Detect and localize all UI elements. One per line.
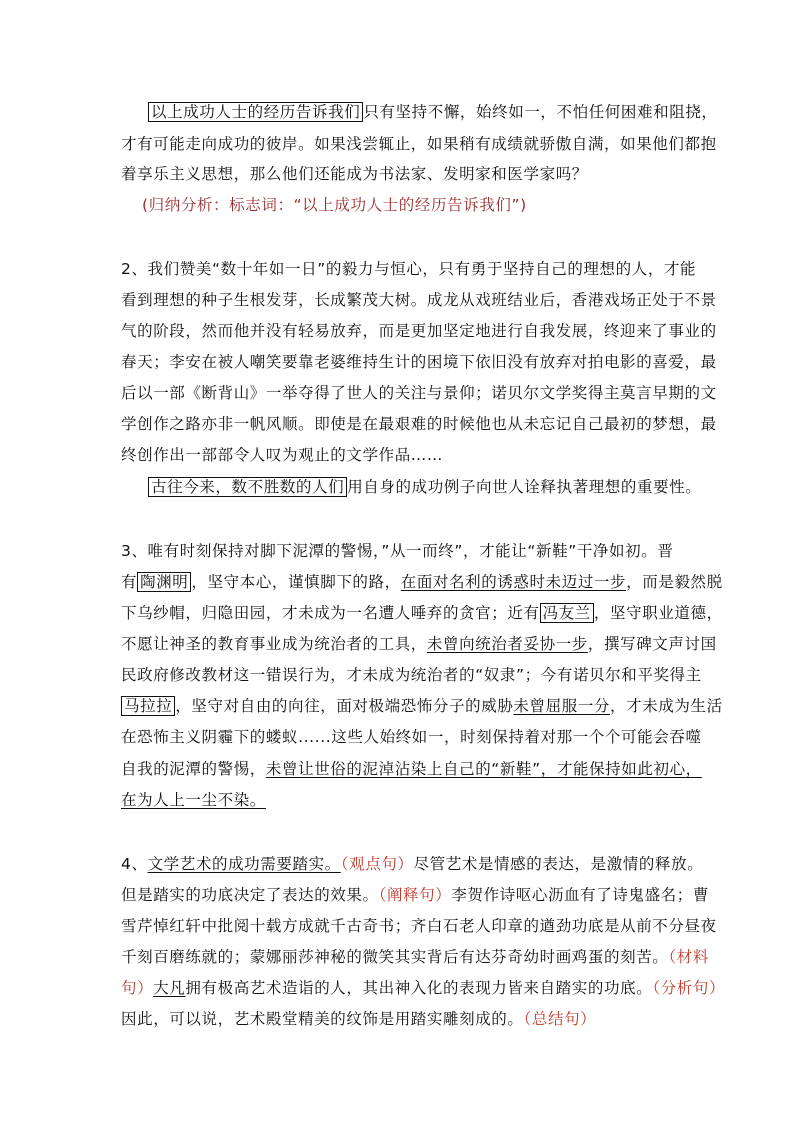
underlined-phrase: 未曾屈服一分	[513, 697, 611, 715]
name-box-tao-yuanming: 陶渊明	[137, 572, 191, 592]
p3-line-5: 民政府修改教材这一错误行为，才未成为统治者的“奴隶”；今有诺贝尔和平奖得主	[121, 666, 702, 684]
p2-line-2: 看到理想的种子生根发芽，长成繁茂大树。成龙从戏班结业后，香港戏场正处于不景	[121, 291, 717, 309]
p4-line-6: 因此，可以说，艺术殿堂精美的纹饰是用踏实雕刻成的。（总结句）	[121, 1010, 597, 1028]
p2-line-8: 古往今来，数不胜数的人们 用自身的成功例子向世人诠释执著理想的重要性。	[148, 476, 701, 498]
p1-line-1: 以上成功人士的经历告诉我们 只有坚持不懈，始终如一，不怕任何困难和阻挠，	[148, 101, 718, 123]
underlined-word: 大凡	[153, 979, 186, 997]
summary-phrase-box: 古往今来，数不胜数的人们	[148, 477, 347, 497]
p4-line-4: 千刻百磨练就的；蒙娜丽莎神秘的微笑其实背后有达芬奇幼时画鸡蛋的刻苦。（材料	[121, 948, 709, 966]
annotation-tag: （观点句）	[340, 855, 414, 873]
p2-line-7: 终创作出一部部令人叹为观止的文学作品……	[121, 446, 444, 464]
signal-phrase-box: 以上成功人士的经历告诉我们	[148, 102, 363, 122]
p4-line-3: 雪芹悼红轩中批阅十载方成就千古奇书；齐白石老人印章的遒劲功底是从前不分昼夜	[121, 917, 717, 935]
thesis-sentence: 文学艺术的成功需要踏实。	[147, 855, 341, 873]
p3-line-6: 马拉拉 ，坚守对自由的向往，面对极端恐怖分子的威胁未曾屈服一分，才未成为生活	[121, 695, 723, 717]
p2-line-4: 春天；李安在被人嘲笑要靠老婆维持生计的困境下依旧没有放弃对拍电影的喜爱，最	[121, 353, 717, 371]
p2-line-1: 2、我们赞美“数十年如一日”的毅力与恒心，只有勇于坚持自己的理想的人，才能	[121, 260, 697, 278]
p3-line-8: 自我的泥潭的警惕，未曾让世俗的泥淖沾染上自己的“新鞋”，才能保持如此初心，	[121, 760, 702, 778]
p4-line-5: 句）大凡拥有极高艺术造诣的人，其出神入化的表现力皆来自踏实的功底。（分析句）	[121, 979, 726, 997]
annotation-tag: （总结句）	[523, 1010, 597, 1028]
p1-line-2: 才有可能走向成功的彼岸。如果浅尝辄止，如果稍有成绩就骄傲自满，如果他们都抱	[121, 135, 717, 153]
p3-line-7: 在恐怖主义阴霾下的蝼蚁......这些人始终如一，时刻保持着对那一个个可能会吞噬	[121, 728, 702, 746]
p2-line-5: 后以一部《断背山》一举夺得了世人的关注与景仰；诺贝尔文学奖得主莫言早期的文	[121, 384, 717, 402]
p3-line-1: 3、唯有时刻保持对脚下泥潭的警惕，”从一而终”，才能让“新鞋”干净如初。晋	[121, 542, 674, 560]
annotation-tag: （材料	[668, 948, 709, 966]
p1-analysis-note: (归纳分析：标志词：“以上成功人士的经历告诉我们”)	[142, 196, 527, 214]
underlined-phrase: 未曾让世俗的泥淖沾染上自己的“新鞋”，才能保持如此初心，	[265, 760, 702, 778]
p4-line-2: 但是踏实的功底决定了表达的效果。（阐释句）李贺作诗呕心沥血有了诗鬼盛名；曹	[121, 886, 709, 904]
p3-line-4: 不愿让神圣的教育事业成为统治者的工具，未曾向统治者妥协一步，撰写碑文声讨国	[121, 635, 717, 653]
annotation-tag: 句）	[121, 979, 154, 997]
annotation-tag: （阐释句）	[378, 886, 452, 904]
name-box-malala: 马拉拉	[121, 696, 175, 716]
annotation-tag: （分析句）	[652, 979, 726, 997]
p3-line-2: 有 陶渊明 ，坚守本心，谨慎脚下的路，在面对名利的诱惑时未迈过一步，而是毅然脱	[121, 573, 723, 591]
p3-line-3: 下乌纱帽，归隐田园，才未成为一名遭人唾弃的贪官；近有 冯友兰 ，坚守职业道德，	[121, 604, 723, 622]
underlined-phrase: 在面对名利的诱惑时未迈过一步	[400, 573, 627, 591]
p3-line-9: 在为人上一尘不染。	[121, 791, 266, 809]
p4-line-1: 4、文学艺术的成功需要踏实。（观点句）尽管艺术是情感的表达，是激情的释放。	[121, 855, 704, 873]
p1-line-3: 着享乐主义思想，那么他们还能成为书法家、发明家和医学家吗？	[121, 165, 588, 183]
underlined-phrase: 未曾向统治者妥协一步	[426, 635, 588, 653]
name-box-feng-youlan: 冯友兰	[540, 603, 594, 623]
p2-line-3: 气的阶段，然而他并没有轻易放弃，而是更加坚定地进行自我发展，终迎来了事业的	[121, 322, 717, 340]
p2-line-6: 学创作之路亦非一帆风顺。即使是在最艰难的时候他也从未忘记自己最初的梦想，最	[121, 415, 717, 433]
